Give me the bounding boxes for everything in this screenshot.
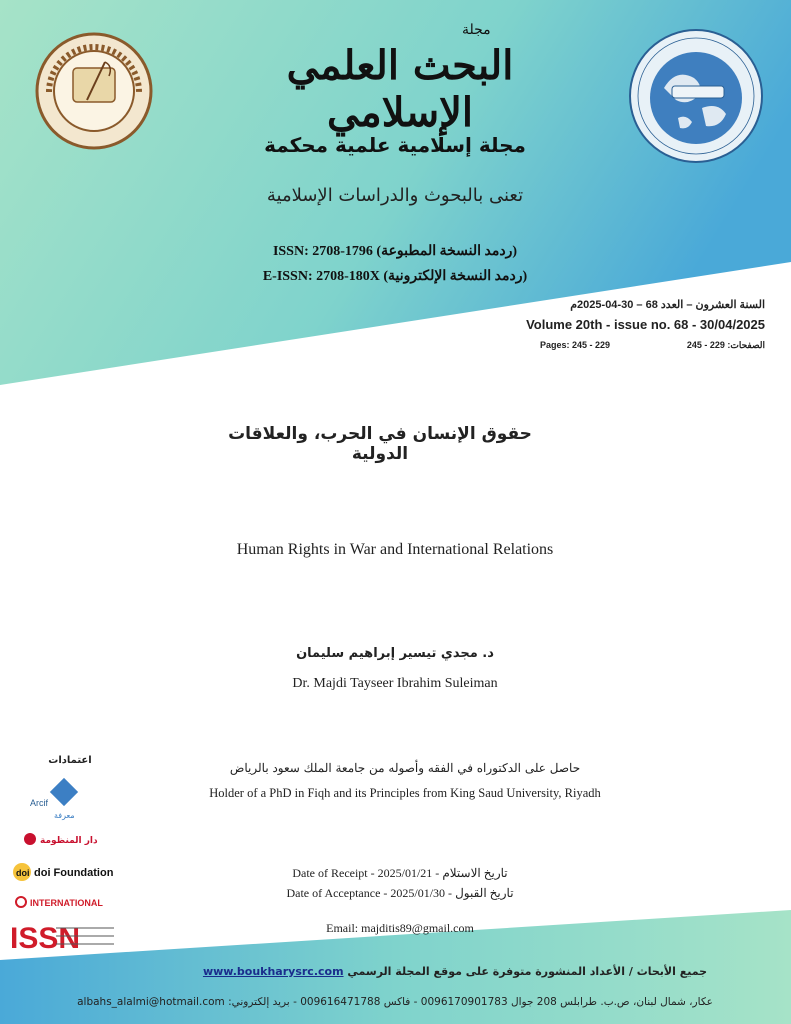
svg-text:doi: doi (16, 868, 30, 878)
date-of-receipt: Date of Receipt - 2025/01/21 - تاريخ الاستلام (292, 866, 508, 880)
journal-tagline: تعنى بالبحوث والدراسات الإسلامية (266, 185, 524, 206)
author-credential-arabic: حاصل على الدكتوراه في الفقه وأصوله من جامعة الملك سعود بالرياض (229, 761, 581, 775)
dar-almandumah-text: دار المنظومة (40, 836, 98, 846)
arcif-logo-icon (28, 780, 88, 822)
issn-logo-icon (10, 920, 120, 954)
doi-foundation-text: doi Foundation (34, 867, 114, 879)
arcif-text: Arcif (30, 798, 48, 808)
masthead-label: مجلة (462, 22, 491, 38)
doi-foundation-logo-icon (12, 861, 114, 883)
journal-website-link[interactable]: www.boukharysrc.com (202, 965, 344, 978)
pages-arabic: الصفحات: 229 - 245 (686, 340, 765, 350)
footer-contact-line: عكار، شمال لبنان، ص.ب. طرابلس 208 جوال 0096170901783 - فاكس 009616471788 - بريد إلكتروني: albahs_alalmi@hotmail.com (77, 996, 713, 1008)
print-issn: ISSN: 2708-1796 (ردمد النسخة المطبوعة) (272, 244, 518, 259)
international-logo-icon (14, 893, 103, 911)
center-logo-icon (35, 32, 153, 150)
author-name-arabic: د. مجدي تيسير إبراهيم سليمان (296, 646, 494, 661)
date-of-acceptance: Date of Acceptance - 2025/01/30 - تاريخ القبول (286, 886, 514, 900)
pages-english: Pages: 245 - 229 (540, 340, 611, 350)
author-email: Email: majditis89@gmail.com (326, 921, 474, 935)
international-text: INTERNATIONAL (30, 898, 103, 908)
issue-info-english: Volume 20th - issue no. 68 - 30/04/2025 (526, 317, 765, 332)
issue-info-arabic: السنة العشرون – العدد 68 – 30-04-2025م (570, 299, 765, 311)
article-title-english: Human Rights in War and International Relations (236, 541, 554, 558)
author-credential-english: Holder of a PhD in Fiqh and its Principles from King Saud University, Riyadh (209, 786, 601, 800)
dar-almandumah-logo-icon (22, 829, 98, 849)
journal-subtitle: مجلة إسلامية علمية محكمة (264, 133, 526, 157)
maarifa-text: معرفة (54, 811, 75, 820)
academy-globe-logo-icon (628, 28, 764, 164)
footer-availability-text: جميع الأبحاث / الأعداد المنشورة متوفرة على موقع المجلة الرسمي (347, 965, 708, 978)
author-name-english: Dr. Majdi Tayseer Ibrahim Suleiman (292, 676, 498, 691)
footer-availability-line (150, 965, 760, 978)
article-title-arabic: حقوق الإنسان في الحرب، والعلاقات الدولية (228, 424, 532, 464)
accreditations-label: اعتمادات (48, 755, 92, 766)
issn-text: ISSN (10, 922, 81, 955)
journal-masthead: البحث العلمي الإسلامي (286, 42, 514, 136)
electronic-issn: E-ISSN: 2708-180X (ردمد النسخة الإلكترونية) (262, 269, 528, 284)
